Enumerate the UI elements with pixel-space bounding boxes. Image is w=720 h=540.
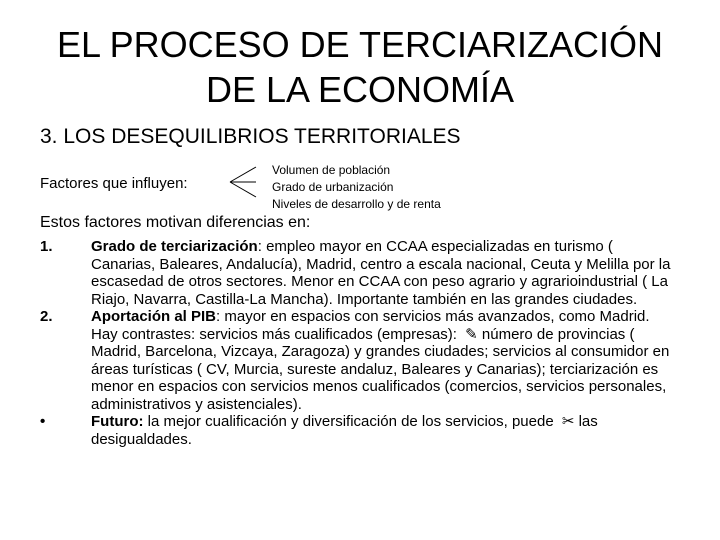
branch-arrow-icon (228, 164, 260, 200)
factor-item: Grado de urbanización (272, 180, 394, 194)
factors-label: Factores que influyen: (40, 175, 188, 192)
list-marker: 1. (40, 238, 53, 255)
item-heading: Futuro: (91, 413, 144, 430)
differences-list (40, 238, 680, 448)
factor-item: Niveles de desarrollo y de renta (272, 197, 441, 211)
list-marker: 2. (40, 308, 53, 325)
item-text: : mayor en espacios con servicios más avanzados, como Madrid. Hay contrastes: servicios más cualificados (empresas): (91, 308, 650, 343)
item-text: : empleo mayor en CCAA especializadas en turismo ( Canarias, Baleares, Andalucía), Madrid, centro a escala nacional, Ceuta y Melilla por la escasedad de otros sectores. Menor en CCAA con peso agrario y agrarioindustrial ( La Riajo, Navarra, Castilla-La Mancha). Importante también en las grandes ciudades. (91, 238, 671, 308)
intro-text: Estos factores motivan diferencias en: (40, 214, 311, 231)
slide-title (0, 22, 720, 112)
title-line-1: EL PROCESO DE TERCIARIZACIÓN (56, 24, 664, 65)
list-item (40, 308, 680, 413)
item-text-continued: número de provincias ( Madrid, Barcelona, Vizcaya, Zaragoza) y grandes ciudades; servicios al consumidor en áreas turísticas ( CV, Murcia, sureste andaluz, Baleares y Canarias); terciarización es menor en espacios con servicios menos cualificados (comercios, servicios personales, administrativos y asistenciales). (91, 325, 670, 413)
item-text-continued: las desigualdades. (91, 413, 598, 448)
factor-item: Volumen de población (272, 163, 391, 177)
pencil-icon: ✎ (465, 325, 478, 343)
item-heading: Grado de terciarización (91, 238, 258, 255)
item-heading: Aportación al PIB (91, 308, 217, 325)
scissors-icon: ✂ (561, 413, 575, 430)
title-line-2: DE LA ECONOMÍA (205, 69, 515, 110)
item-text: la mejor cualificación y diversificación de los servicios, puede (143, 413, 554, 430)
factors-list (272, 162, 441, 213)
list-item (40, 238, 680, 308)
list-marker: • (40, 413, 46, 430)
list-item (40, 413, 680, 448)
section-heading: 3. LOS DESEQUILIBRIOS TERRITORIALES (40, 125, 461, 148)
